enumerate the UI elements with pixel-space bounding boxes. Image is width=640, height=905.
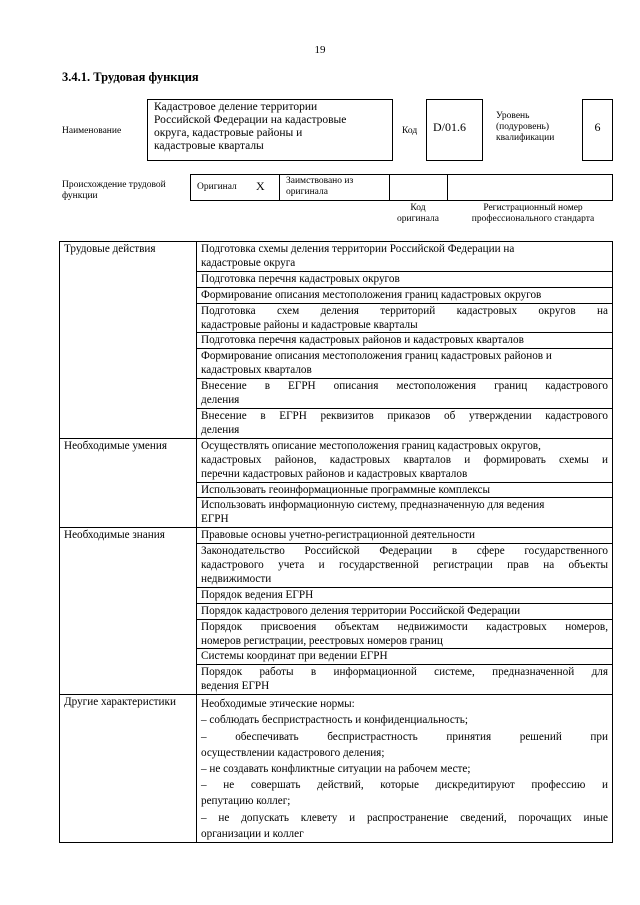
table-cell: Использовать информационную систему, предназначенную для ведения ЕГРН (197, 498, 613, 528)
page-number: 19 (314, 44, 326, 56)
code-label: Код (402, 126, 418, 136)
group-label: Другие характеристики (60, 695, 197, 843)
table-cell: Порядок присвоения объектам недвижимости кадастровых номеров, номеров регистрации, реестровых номеров границ (197, 619, 613, 649)
table-cell: Использовать геоинформационные программные комплексы (197, 482, 613, 498)
table-cell: Внесение в ЕГРН реквизитов приказов об утверждении кадастрового деления (197, 408, 613, 438)
function-name-line: кадастровые кварталы (154, 140, 264, 152)
function-details-table (59, 241, 613, 843)
table-cell: Законодательство Российской Федерации в сфере государственного кадастрового учета и государственной регистрации прав на объекты недвижимости (197, 544, 613, 588)
group-label: Трудовые действия (60, 242, 197, 439)
table-cell: Порядок работы в информационной системе, предназначенной для ведения ЕГРН (197, 665, 613, 695)
table-cell: Правовые основы учетно-регистрационной деятельности (197, 528, 613, 544)
table-cell: Подготовка схемы деления территории Российской Федерации на кадастровые округа (197, 242, 613, 272)
function-name-box (147, 99, 393, 161)
code-original-caption: Код оригинала (397, 203, 439, 224)
table-cell: Системы координат при ведении ЕГРН (197, 649, 613, 665)
table-cell: Внесение в ЕГРН описания местоположения границ кадастрового деления (197, 379, 613, 409)
origin-divider (279, 174, 280, 201)
table-cell: Осуществлять описание местоположения границ кадастровых округов, кадастровых районов, кадастровых кварталов и формировать схемы и перечни кадастровых районов и кадастровых кварталов (197, 438, 613, 482)
table-cell: Подготовка перечня кадастровых округов (197, 271, 613, 287)
table-cell: Формирование описания местоположения границ кадастровых округов (197, 287, 613, 303)
table-cell: Формирование описания местоположения границ кадастровых районов и кадастровых кварталов (197, 349, 613, 379)
original-label: Оригинал (197, 182, 237, 192)
section-title: 3.4.1. Трудовая функция (62, 70, 199, 84)
code-value: D/01.6 (426, 99, 483, 161)
borrowed-label: Заимствовано из оригинала (286, 176, 354, 197)
function-name-line: округа, кадастровые районы и (154, 127, 303, 139)
level-value: 6 (582, 99, 613, 161)
function-name-line: Российской Федерации на кадастровые (154, 114, 347, 126)
original-mark: X (256, 179, 265, 193)
function-name-line: Кадастровое деление территории (154, 101, 318, 113)
reg-number-caption: Регистрационный номер профессионального стандарта (471, 203, 595, 224)
origin-table (190, 174, 613, 201)
table-cell: Подготовка схем деления территорий кадастровых округов на кадастровые районы и кадастровые кварталы (197, 303, 613, 333)
table-cell: Подготовка перечня кадастровых районов и кадастровых кварталов (197, 333, 613, 349)
origin-divider (447, 174, 448, 201)
table-cell: Необходимые этические нормы: – соблюдать беспристрастность и конфиденциальность; – обеспечивать беспристрастность принятия решений при осуществлении кадастрового деления; – не создавать конфликтные ситуации на рабочем месте; – не совершать действий, которые дискредитируют профессию и репутацию коллег; – не допускать клевету и распространение сведений, порочащих иные организации и коллег (197, 695, 613, 843)
level-label: Уровень (подуровень) квалификации (496, 111, 555, 143)
origin-label: Происхождение трудовой функции (62, 180, 166, 201)
group-label: Необходимые знания (60, 528, 197, 695)
table-cell: Порядок кадастрового деления территории Российской Федерации (197, 603, 613, 619)
table-cell: Порядок ведения ЕГРН (197, 587, 613, 603)
name-label: Наименование (62, 126, 122, 136)
origin-divider (389, 174, 390, 201)
group-label: Необходимые умения (60, 438, 197, 527)
